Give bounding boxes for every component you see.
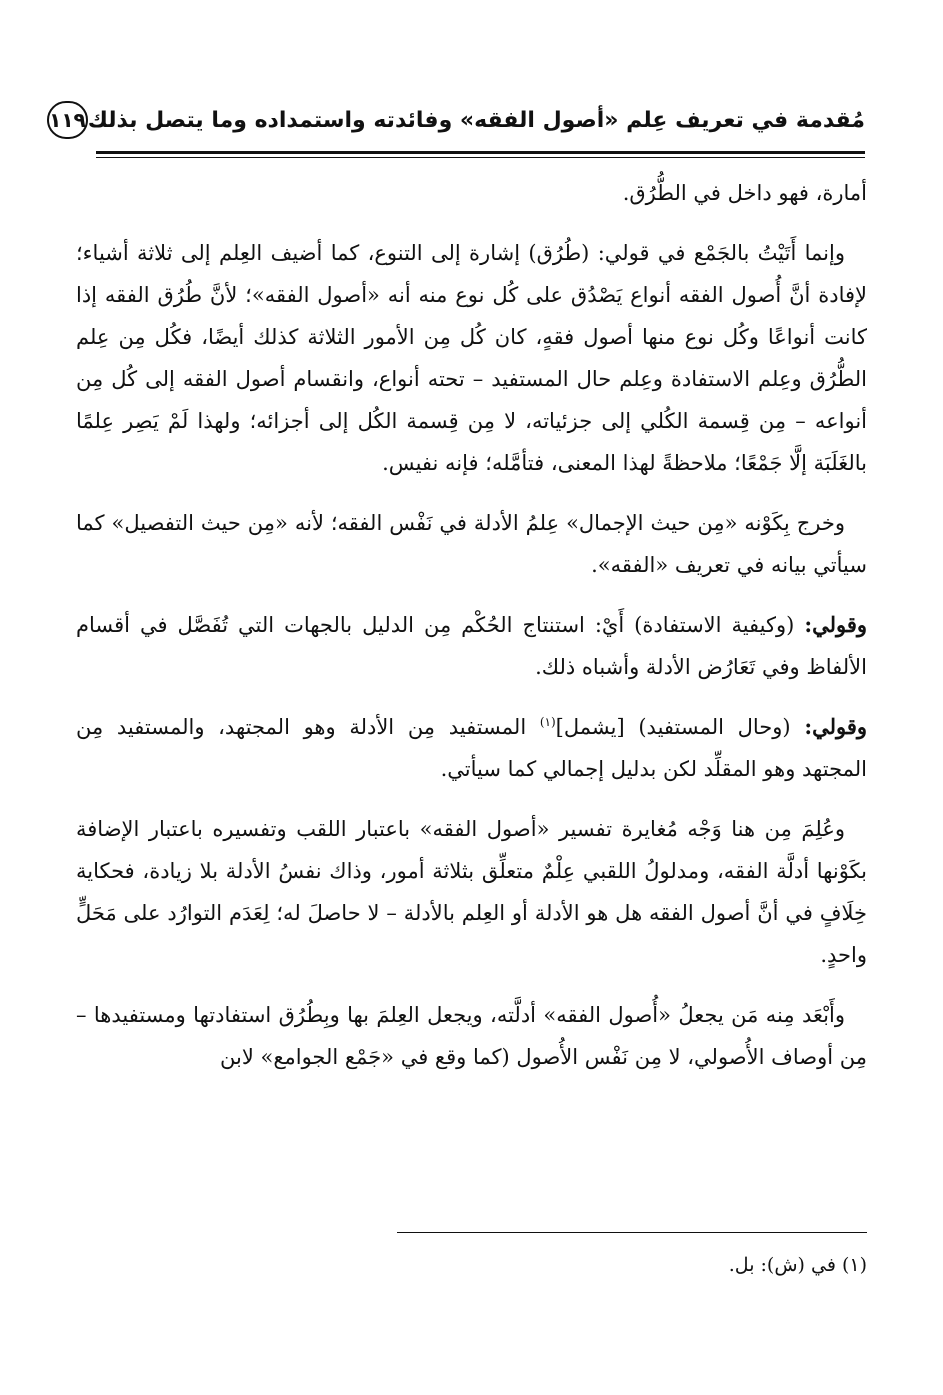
paragraph (76, 994, 867, 1078)
footnote-ref[interactable]: (١) (539, 715, 556, 729)
paragraph (76, 172, 867, 214)
paragraph-lead: وقولي: (804, 612, 867, 637)
paragraph (76, 706, 867, 790)
header-rule-thin (96, 157, 865, 158)
paragraph (76, 232, 867, 484)
paragraph-text: أمارة، فهو داخل في الطُّرُق. (622, 181, 867, 205)
paragraph (76, 604, 867, 688)
paragraph-text: وعُلِمَ مِن هنا وَجْه مُغايرة تفسير «أصول الفقه» باعتبار اللقب وتفسيره باعتبار الإضافة بكَوْنها أدلَّة الفقه، ومدلولُ اللقبي عِلْمٌ متعلِّق بثلاثة أمور، وذاك نفسُ الأدلة بلا زيادة، فحكاية خِلَافٍ في أنَّ أصول الفقه هل هو الأدلة أو العِلم بالأدلة – لا حاصلَ له؛ لِعَدَم التوارُد على مَحَلٍّ واحدٍ. (76, 817, 867, 967)
paragraph-text: وإنما أَتَيْتُ بالجَمْع في قولي: (طُرُق) إشارة إلى التنوع، كما أضيف العِلم إلى ثلاثة أشياء؛ لإفادة أنَّ أُصول الفقه أنواع يَصْدُق على كُل نوع منه أنه «أصول الفقه»؛ لأنَّ طُرُق الفقه إذا كانت أنواعًا وكُل نوع منها أصول فقهٍ، كان كُل مِن الأمور الثلاثة كذلك أيضًا، فكُل مِن عِلم الطُّرُق وعِلم الاستفادة وعِلم حال المستفيد – تحته أنواع، وانقسام أصول الفقه إلى كُل مِن أنواعه – مِن قِسمة الكُلي إلى جزئياته، لا مِن قِسمة الكُل إلى أجزائه؛ ولهذا لَمْ يَصِر عِلمًا بالغَلَبَة إلَّا جَمْعًا؛ ملاحظةً لهذا المعنى، فتأمَّله؛ فإنه نفيس. (76, 241, 867, 475)
paragraph (76, 808, 867, 976)
paragraph-text: (وحال المستفيد) [يشمل] (555, 715, 805, 739)
main-text (76, 172, 867, 1096)
footnote-separator (397, 1232, 867, 1233)
running-title: مُقدمة في تعريف عِلم «أصول الفقه» وفائدته واستمداده وما يتصل بذلك (87, 107, 865, 133)
page-header (49, 92, 865, 148)
paragraph-text: (وكيفية الاستفادة) أَيْ: استنتاج الحُكْم مِن الدليل بالجهات التي تُفَصَّل في أقسام الألفاظ وفي تَعَارُض الأدلة وأشباه ذلك. (76, 613, 867, 679)
paragraph-text: المستفيد مِن الأدلة وهو المجتهد، والمستفيد مِن المجتهد وهو المقلِّد لكن بدليل إجمالي كما سيأتي. (76, 715, 867, 781)
footnote: (١) في (ش): بل. (728, 1254, 867, 1276)
paragraph (76, 502, 867, 586)
paragraph-text: وأَبْعَد مِنه مَن يجعلُ «أُصول الفقه» أدلَّته، ويجعل العِلمَ بها وبِطُرُق استفادتها ومستفيدها – مِن أوصاف الأُصولي، لا مِن نَفْس الأُصول (كما وقع في «جَمْع الجوامع» لابن (76, 1003, 867, 1069)
paragraph-lead: وقولي: (804, 714, 867, 739)
paragraph-text: وخرج بِكَوْنه «مِن حيث الإجمال» عِلمُ الأدلة في نَفْس الفقه؛ لأنه «مِن حيث التفصيل» كما سيأتي بيانه في تعريف «الفقه». (76, 511, 867, 577)
page-number-badge: ١١٩ (47, 101, 88, 139)
header-rule-thick (96, 151, 865, 154)
